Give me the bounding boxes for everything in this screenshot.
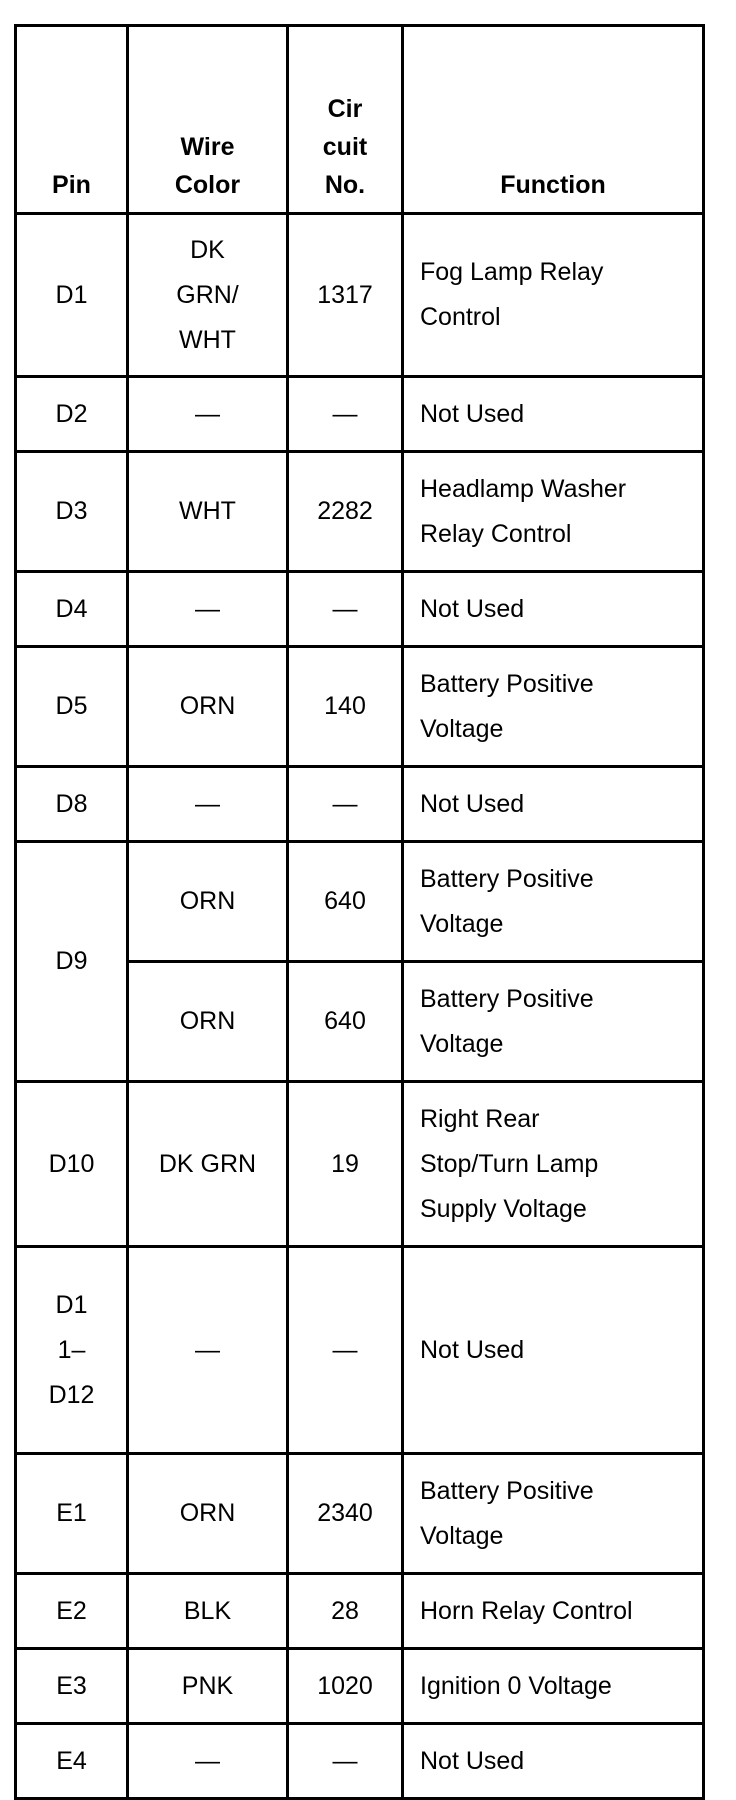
table-row bbox=[16, 1247, 704, 1454]
wire-color-cell: WHT bbox=[128, 452, 288, 572]
function-cell: Not Used bbox=[403, 1724, 704, 1799]
header-wire-color: Wire Color bbox=[128, 26, 288, 214]
circuit-cell: 640 bbox=[288, 962, 403, 1082]
wire-color-cell: — bbox=[128, 572, 288, 647]
function-cell: Battery Positive Voltage bbox=[403, 962, 704, 1082]
header-row bbox=[16, 26, 704, 214]
circuit-cell: — bbox=[288, 572, 403, 647]
wire-color-cell: — bbox=[128, 377, 288, 452]
circuit-cell: 19 bbox=[288, 1082, 403, 1247]
circuit-cell: 1317 bbox=[288, 214, 403, 377]
circuit-cell: 140 bbox=[288, 647, 403, 767]
table-row bbox=[16, 214, 704, 377]
table-row bbox=[16, 572, 704, 647]
function-cell: Headlamp Washer Relay Control bbox=[403, 452, 704, 572]
function-cell: Battery Positive Voltage bbox=[403, 647, 704, 767]
function-cell: Right Rear Stop/Turn Lamp Supply Voltage bbox=[403, 1082, 704, 1247]
pin-cell: E4 bbox=[16, 1724, 128, 1799]
pin-cell: D3 bbox=[16, 452, 128, 572]
header-circuit-no: Cir cuit No. bbox=[288, 26, 403, 214]
wire-color-cell: ORN bbox=[128, 647, 288, 767]
wire-color-cell: — bbox=[128, 1724, 288, 1799]
table-row bbox=[16, 1724, 704, 1799]
circuit-cell: — bbox=[288, 1247, 403, 1454]
circuit-cell: 28 bbox=[288, 1574, 403, 1649]
pin-cell: D5 bbox=[16, 647, 128, 767]
pinout-table bbox=[14, 24, 705, 1800]
wire-color-cell: DK GRN bbox=[128, 1082, 288, 1247]
pin-cell: D2 bbox=[16, 377, 128, 452]
pin-cell: D1 bbox=[16, 214, 128, 377]
wire-color-cell: ORN bbox=[128, 1454, 288, 1574]
circuit-cell: — bbox=[288, 1724, 403, 1799]
table-row bbox=[16, 377, 704, 452]
function-cell: Battery Positive Voltage bbox=[403, 1454, 704, 1574]
pin-cell: E2 bbox=[16, 1574, 128, 1649]
table-row bbox=[16, 1082, 704, 1247]
pin-cell: D4 bbox=[16, 572, 128, 647]
table-row bbox=[16, 842, 704, 962]
circuit-cell: 1020 bbox=[288, 1649, 403, 1724]
circuit-cell: — bbox=[288, 767, 403, 842]
pin-cell: E3 bbox=[16, 1649, 128, 1724]
circuit-cell: — bbox=[288, 377, 403, 452]
function-cell: Fog Lamp Relay Control bbox=[403, 214, 704, 377]
function-cell: Not Used bbox=[403, 572, 704, 647]
wire-color-cell: ORN bbox=[128, 962, 288, 1082]
pin-cell: E1 bbox=[16, 1454, 128, 1574]
function-cell: Ignition 0 Voltage bbox=[403, 1649, 704, 1724]
table-row bbox=[16, 647, 704, 767]
wire-color-cell: DK GRN/ WHT bbox=[128, 214, 288, 377]
pin-cell: D8 bbox=[16, 767, 128, 842]
table-row bbox=[16, 1574, 704, 1649]
table-row bbox=[16, 767, 704, 842]
pin-cell: D9 bbox=[16, 842, 128, 1082]
circuit-cell: 2282 bbox=[288, 452, 403, 572]
circuit-cell: 2340 bbox=[288, 1454, 403, 1574]
table-row bbox=[16, 1649, 704, 1724]
header-function: Function bbox=[403, 26, 704, 214]
table-row bbox=[16, 1454, 704, 1574]
function-cell: Not Used bbox=[403, 377, 704, 452]
function-cell: Horn Relay Control bbox=[403, 1574, 704, 1649]
wire-color-cell: ORN bbox=[128, 842, 288, 962]
function-cell: Not Used bbox=[403, 767, 704, 842]
function-cell: Not Used bbox=[403, 1247, 704, 1454]
circuit-cell: 640 bbox=[288, 842, 403, 962]
function-cell: Battery Positive Voltage bbox=[403, 842, 704, 962]
table-row bbox=[16, 452, 704, 572]
wire-color-cell: PNK bbox=[128, 1649, 288, 1724]
wire-color-cell: — bbox=[128, 1247, 288, 1454]
wire-color-cell: BLK bbox=[128, 1574, 288, 1649]
pin-cell: D10 bbox=[16, 1082, 128, 1247]
pin-cell: D1 1– D12 bbox=[16, 1247, 128, 1454]
header-pin: Pin bbox=[16, 26, 128, 214]
wire-color-cell: — bbox=[128, 767, 288, 842]
